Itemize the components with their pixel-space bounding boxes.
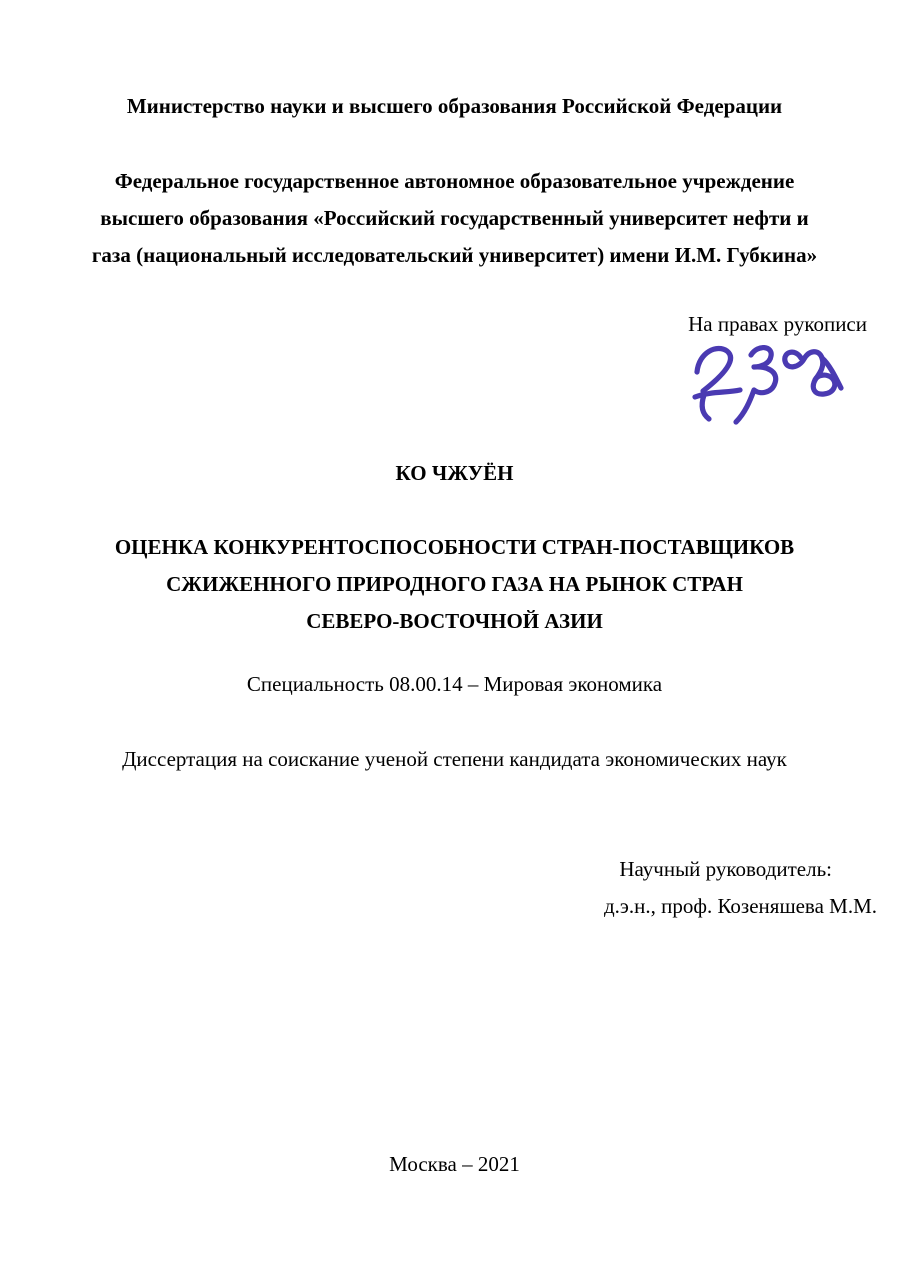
author-name: КО ЧЖУЁН [395,461,514,485]
university-name-block [0,163,909,274]
university-line-2: высшего образования «Российский государственный университет нефти и [100,206,809,230]
dissertation-title [0,529,909,640]
university-line-3: газа (национальный исследовательский университет) имени И.М. Губкина» [91,243,818,267]
supervisor-block [604,851,877,925]
manuscript-rights-note: На правах рукописи [688,312,867,336]
dissertation-type-line: Диссертация на соискание ученой степени кандидата экономических наук [122,747,787,771]
city-year-line: Москва – 2021 [389,1152,520,1176]
handwritten-signature-icon [683,336,855,428]
title-line-3: СЕВЕРО-ВОСТОЧНОЙ АЗИИ [306,609,603,633]
supervisor-name: д.э.н., проф. Козеняшева М.М. [603,894,877,918]
university-line-1: Федеральное государственное автономное образовательное учреждение [114,169,795,193]
supervisor-label: Научный руководитель: [619,857,832,881]
title-line-2: СЖИЖЕННОГО ПРИРОДНОГО ГАЗА НА РЫНОК СТРАН [166,572,743,596]
specialty-line: Специальность 08.00.14 – Мировая экономика [246,672,663,696]
ministry-line: Министерство науки и высшего образования Российской Федерации [126,94,783,118]
title-line-1: ОЦЕНКА КОНКУРЕНТОСПОСОБНОСТИ СТРАН-ПОСТАВЩИКОВ [114,535,795,559]
